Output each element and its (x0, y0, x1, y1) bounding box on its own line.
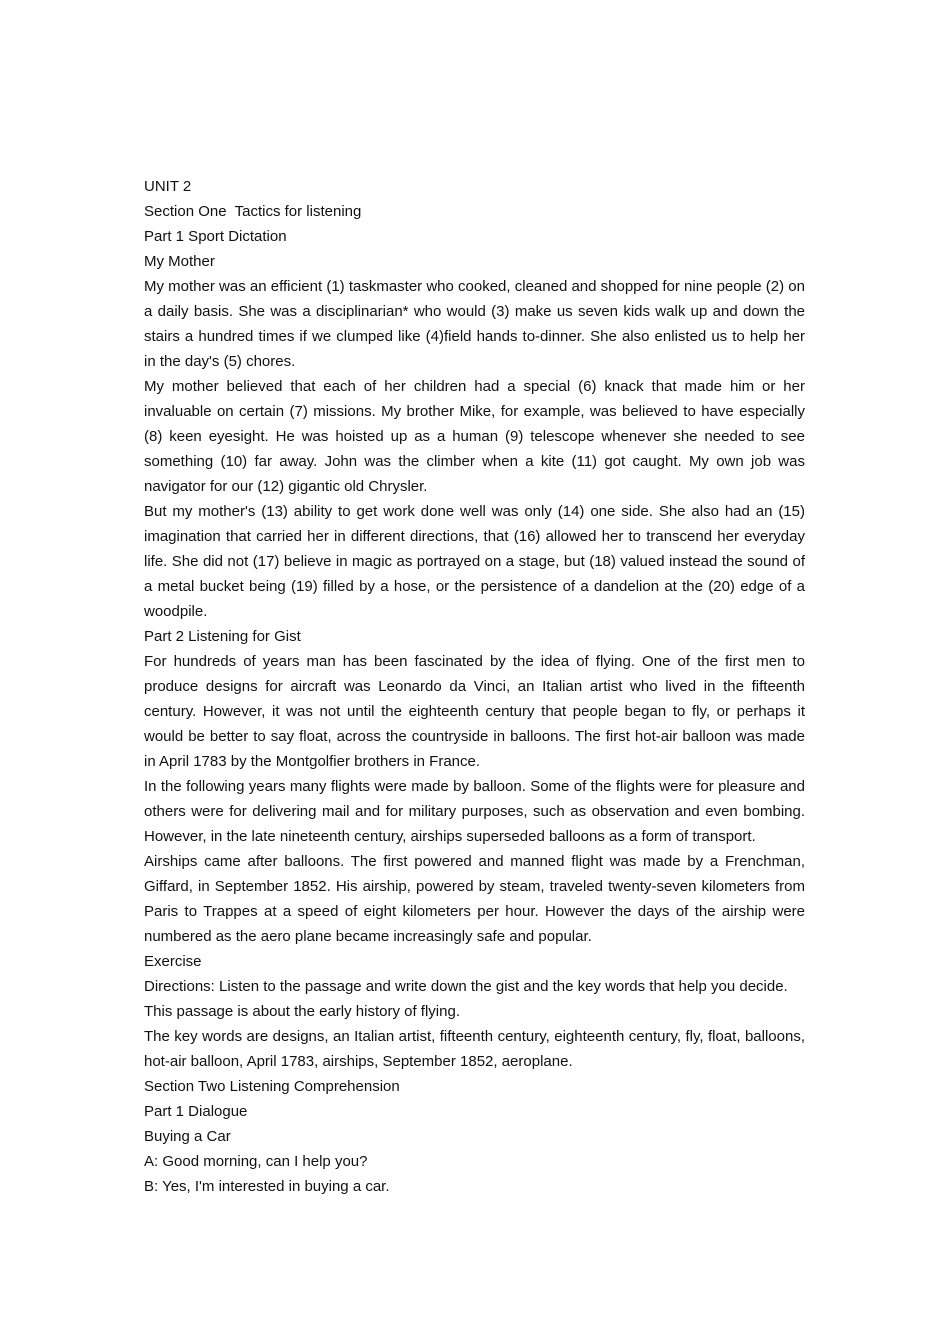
exercise-heading: Exercise (144, 953, 202, 970)
part-one-heading: Part 1 Sport Dictation (144, 228, 287, 245)
paragraph-mother-1: My mother was an efficient (1) taskmaster who cooked, cleaned and shopped for nine people (2) on a daily basis. She was a disciplinarian* who would (3) make us seven kids walk up and down the stairs a hundred times if we clumped like (4)field hands to-dinner. She also enlisted us to help her in the day's (5) chores. (144, 278, 805, 370)
dialogue-line-b: B: Yes, I'm interested in buying a car. (144, 1178, 390, 1195)
part-two-heading: Part 2 Listening for Gist (144, 628, 301, 645)
paragraph-flying-1: For hundreds of years man has been fascinated by the idea of flying. One of the first men to produce designs for aircraft was Leonardo da Vinci, an Italian artist who lived in the fifteenth century. However, it was not until the eighteenth century that people began to fly, or perhaps it would be better to say float, across the countryside in balloons. The first hot-air balloon was made in April 1783 by the Montgolfier brothers in France. (144, 653, 805, 770)
paragraph-mother-2: My mother believed that each of her children had a special (6) knack that made him or her invaluable on certain (7) missions. My brother Mike, for example, was believed to have especially (8) keen eyesight. He was hoisted up as a human (9) telescope whenever she needed to see something (10) far away. John was the climber when a kite (11) got caught. My own job was navigator for our (12) gigantic old Chrysler. (144, 378, 805, 495)
dialogue-part-heading: Part 1 Dialogue (144, 1103, 248, 1120)
dialogue-line-a: A: Good morning, can I help you? (144, 1153, 368, 1170)
document-page (144, 174, 805, 1199)
paragraph-flying-2: In the following years many flights were made by balloon. Some of the flights were for pleasure and others were for delivering mail and for military purposes, such as observation and even bombing. However, in the late nineteenth century, airships superseded balloons as a form of transport. (144, 778, 805, 845)
passage-title-my-mother: My Mother (144, 253, 215, 270)
section-one-heading: Section One Tactics for listening (144, 203, 362, 220)
exercise-key-words: The key words are designs, an Italian artist, fifteenth century, eighteenth century, fly, float, balloons, hot-air balloon, April 1783, airships, September 1852, aeroplane. (144, 1028, 805, 1070)
dialogue-title: Buying a Car (144, 1128, 231, 1145)
exercise-directions: Directions: Listen to the passage and write down the gist and the key words that help you decide. (144, 978, 788, 995)
paragraph-mother-3: But my mother's (13) ability to get work done well was only (14) one side. She also had an (15) imagination that carried her in different directions, that (16) allowed her to transcend her everyday life. She did not (17) believe in magic as portrayed on a stage, but (18) valued instead the sound of a metal bucket being (19) filled by a hose, or the persistence of a dandelion at the (20) edge of a woodpile. (144, 503, 805, 620)
unit-heading: UNIT 2 (144, 178, 192, 195)
section-two-heading: Section Two Listening Comprehension (144, 1078, 400, 1095)
paragraph-flying-3: Airships came after balloons. The first powered and manned flight was made by a Frenchman, Giffard, in September 1852. His airship, powered by steam, traveled twenty-seven kilometers from Paris to Trappes at a speed of eight kilometers per hour. However the days of the airship were numbered as the aero plane became increasingly safe and popular. (144, 853, 805, 945)
exercise-gist: This passage is about the early history of flying. (144, 1003, 460, 1020)
